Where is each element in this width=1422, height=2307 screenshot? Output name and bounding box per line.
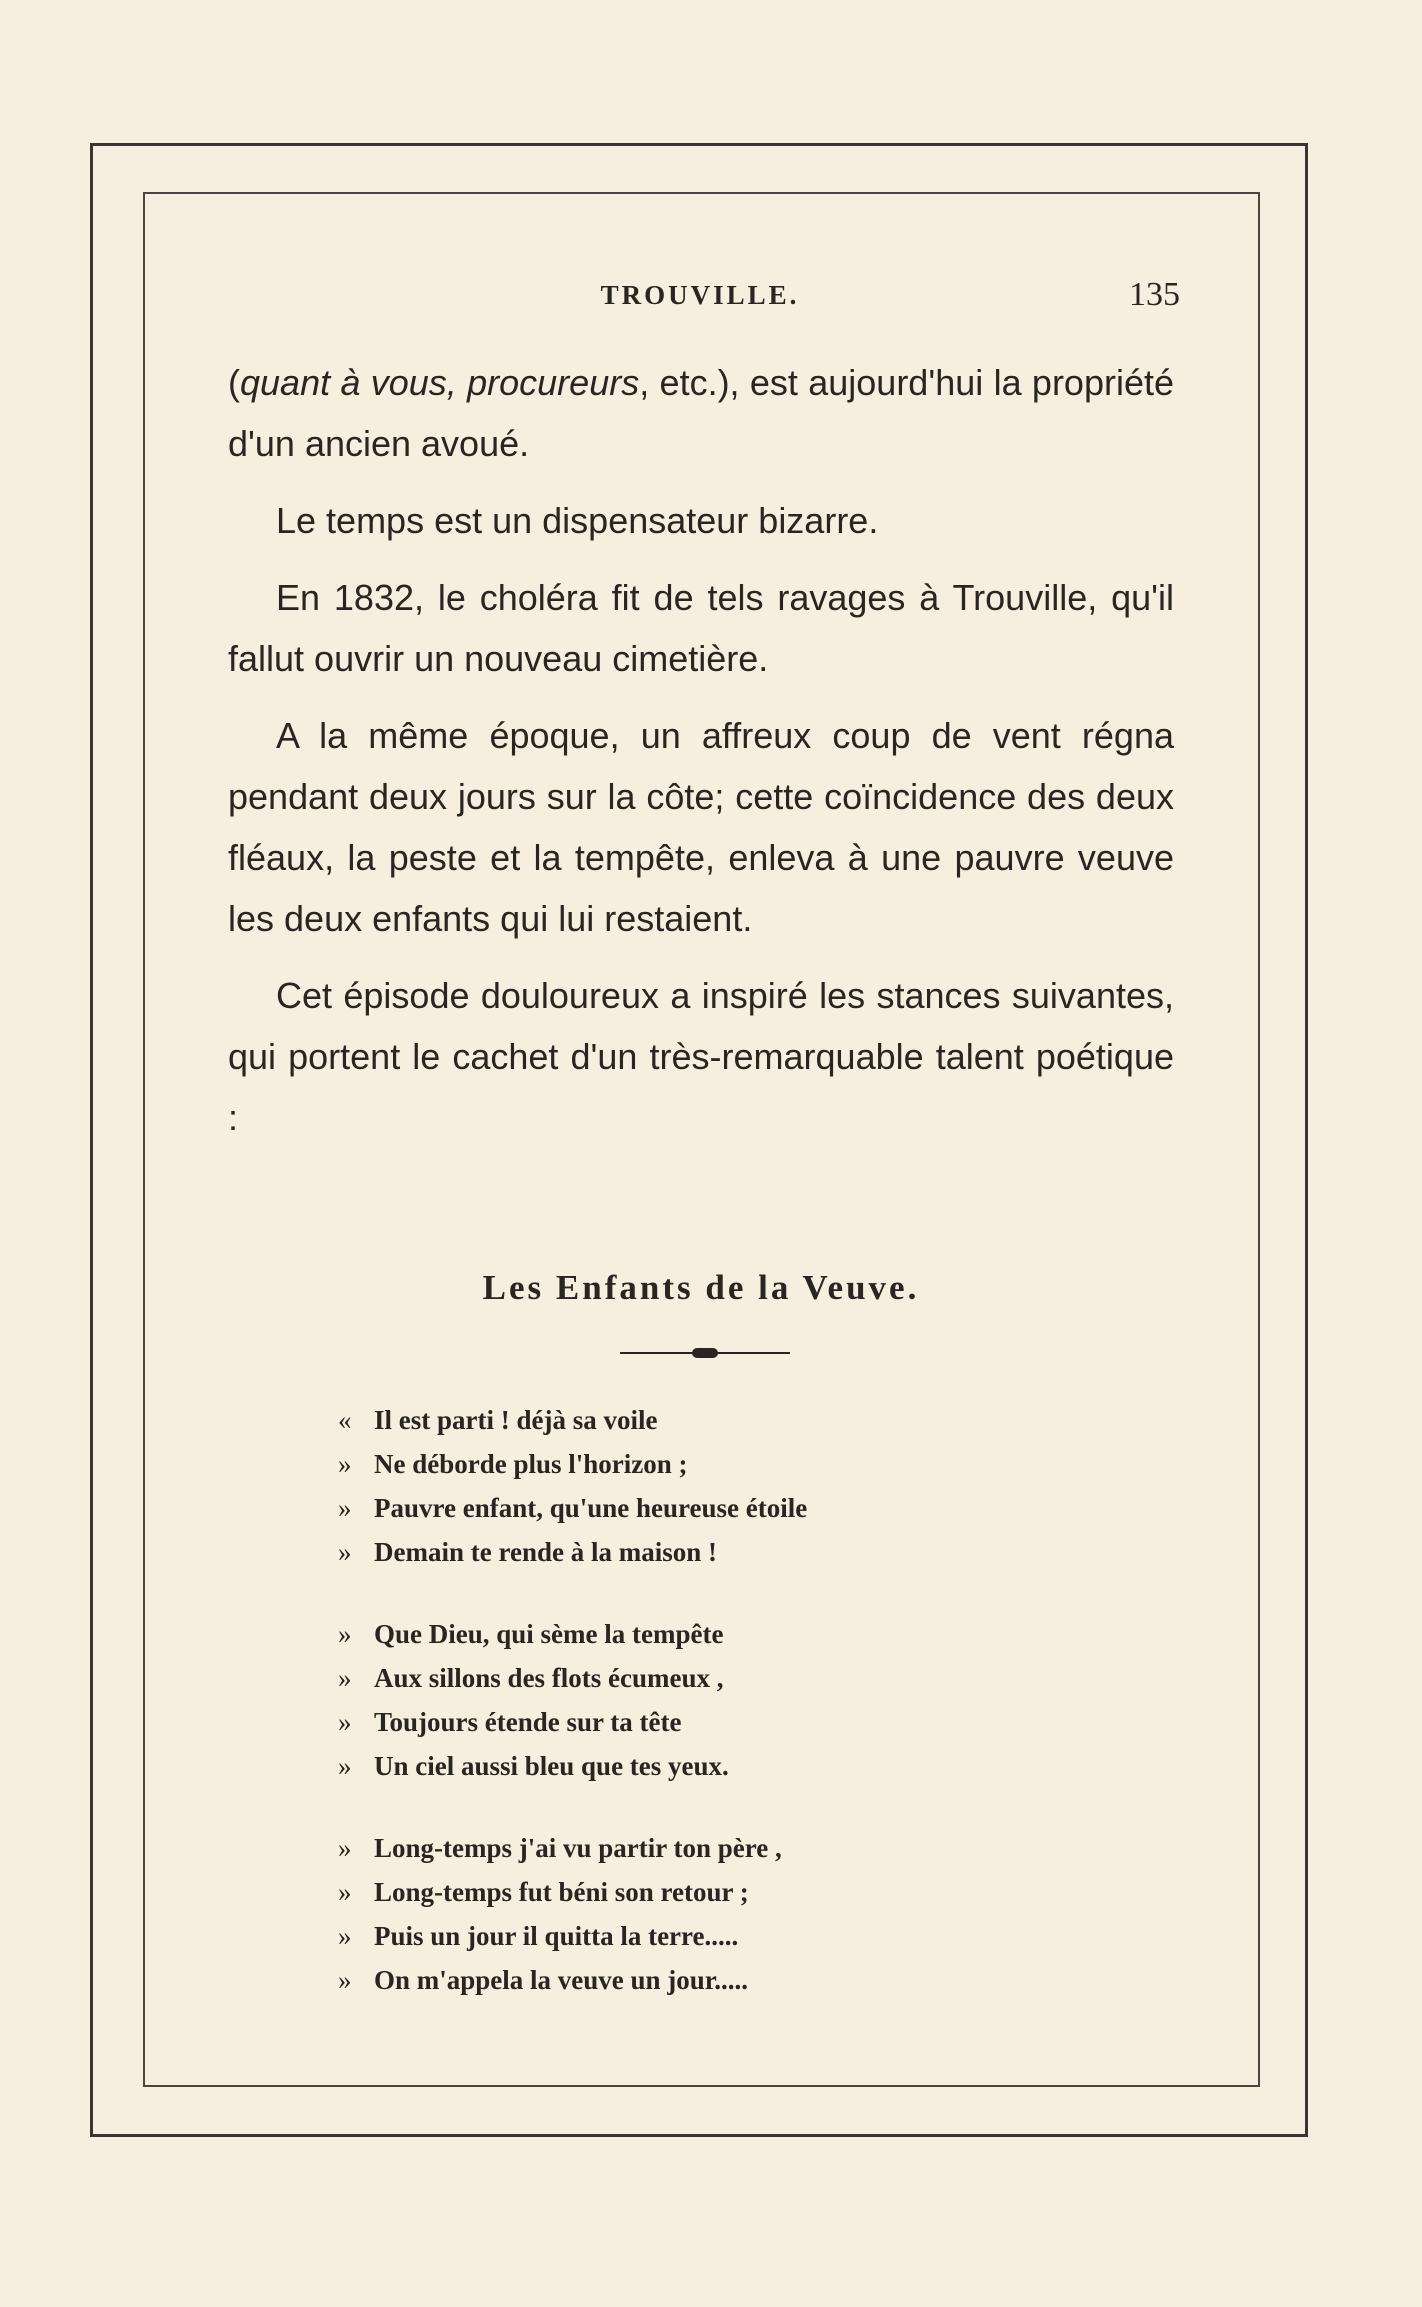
ornament-knot	[692, 1348, 718, 1358]
verse-text: Long-temps j'ai vu partir ton père ,	[374, 1833, 782, 1863]
paragraph-3: En 1832, le choléra fit de tels ravages à Trouville, qu'il fallut ouvrir un nouveau cimetière.	[228, 577, 1174, 679]
stanza-2	[338, 1612, 1058, 1788]
quote-mark: »	[338, 1619, 352, 1649]
poem	[338, 1398, 1058, 2040]
verse	[338, 1398, 1058, 1442]
verse-text: Pauvre enfant, qu'une heureuse étoile	[374, 1493, 808, 1523]
verse	[338, 1700, 1058, 1744]
verse-text: Toujours étende sur ta tête	[374, 1707, 682, 1737]
running-title: TROUVILLE.	[600, 280, 800, 310]
verse-text: Demain te rende à la maison !	[374, 1537, 717, 1567]
verse-text: Ne déborde plus l'horizon ;	[374, 1449, 688, 1479]
quote-mark: «	[338, 1405, 352, 1435]
verse	[338, 1744, 1058, 1788]
verse	[338, 1530, 1058, 1574]
verse	[338, 1870, 1058, 1914]
prose-body	[228, 352, 1174, 1164]
verse-text: Long-temps fut béni son retour ;	[374, 1877, 749, 1907]
quote-mark: »	[338, 1537, 352, 1567]
quote-mark: »	[338, 1449, 352, 1479]
quote-mark: »	[338, 1493, 352, 1523]
verse-text: Puis un jour il quitta la terre.....	[374, 1921, 739, 1951]
quote-mark: »	[338, 1707, 352, 1737]
verse-text: Aux sillons des flots écumeux ,	[374, 1663, 724, 1693]
verse	[338, 1612, 1058, 1656]
poem-title: Les Enfants de la Veuve.	[482, 1268, 920, 1307]
paragraph-5: Cet épisode douloureux a inspiré les stances suivantes, qui portent le cachet d'un très-remarquable talent poétique :	[228, 975, 1174, 1138]
verse	[338, 1826, 1058, 1870]
paragraph-4: A la même époque, un affreux coup de vent régna pendant deux jours sur la côte; cette coïncidence des deux fléaux, la peste et la tempête, enleva à une pauvre veuve les deux enfants qui lui restaient.	[228, 715, 1174, 939]
ornament-divider	[620, 1348, 790, 1358]
paragraph-1-italic: quant à vous, procureurs	[240, 362, 640, 403]
quote-mark: »	[338, 1921, 352, 1951]
stanza-1	[338, 1398, 1058, 1574]
verse-text: Que Dieu, qui sème la tempête	[374, 1619, 724, 1649]
quote-mark: »	[338, 1663, 352, 1693]
verse	[338, 1442, 1058, 1486]
verse-text: Il est parti ! déjà sa voile	[374, 1405, 658, 1435]
paragraph-1	[228, 352, 1174, 474]
verse-text: Un ciel aussi bleu que tes yeux.	[374, 1751, 729, 1781]
quote-mark: »	[338, 1965, 352, 1995]
paragraph-1-lead: (	[228, 362, 240, 403]
verse	[338, 1914, 1058, 1958]
verse-text: On m'appela la veuve un jour.....	[374, 1965, 749, 1995]
stanza-3	[338, 1826, 1058, 2002]
quote-mark: »	[338, 1877, 352, 1907]
quote-mark: »	[338, 1751, 352, 1781]
running-head	[220, 276, 1180, 320]
verse	[338, 1656, 1058, 1700]
page-number: 135	[1129, 276, 1180, 313]
verse	[338, 1486, 1058, 1530]
paragraph-2: Le temps est un dispensateur bizarre.	[276, 500, 879, 541]
paragraph-1-rest: , etc.), est aujourd'hui la propriété d'un ancien avoué.	[228, 362, 1175, 464]
quote-mark: »	[338, 1833, 352, 1863]
verse	[338, 1958, 1058, 2002]
